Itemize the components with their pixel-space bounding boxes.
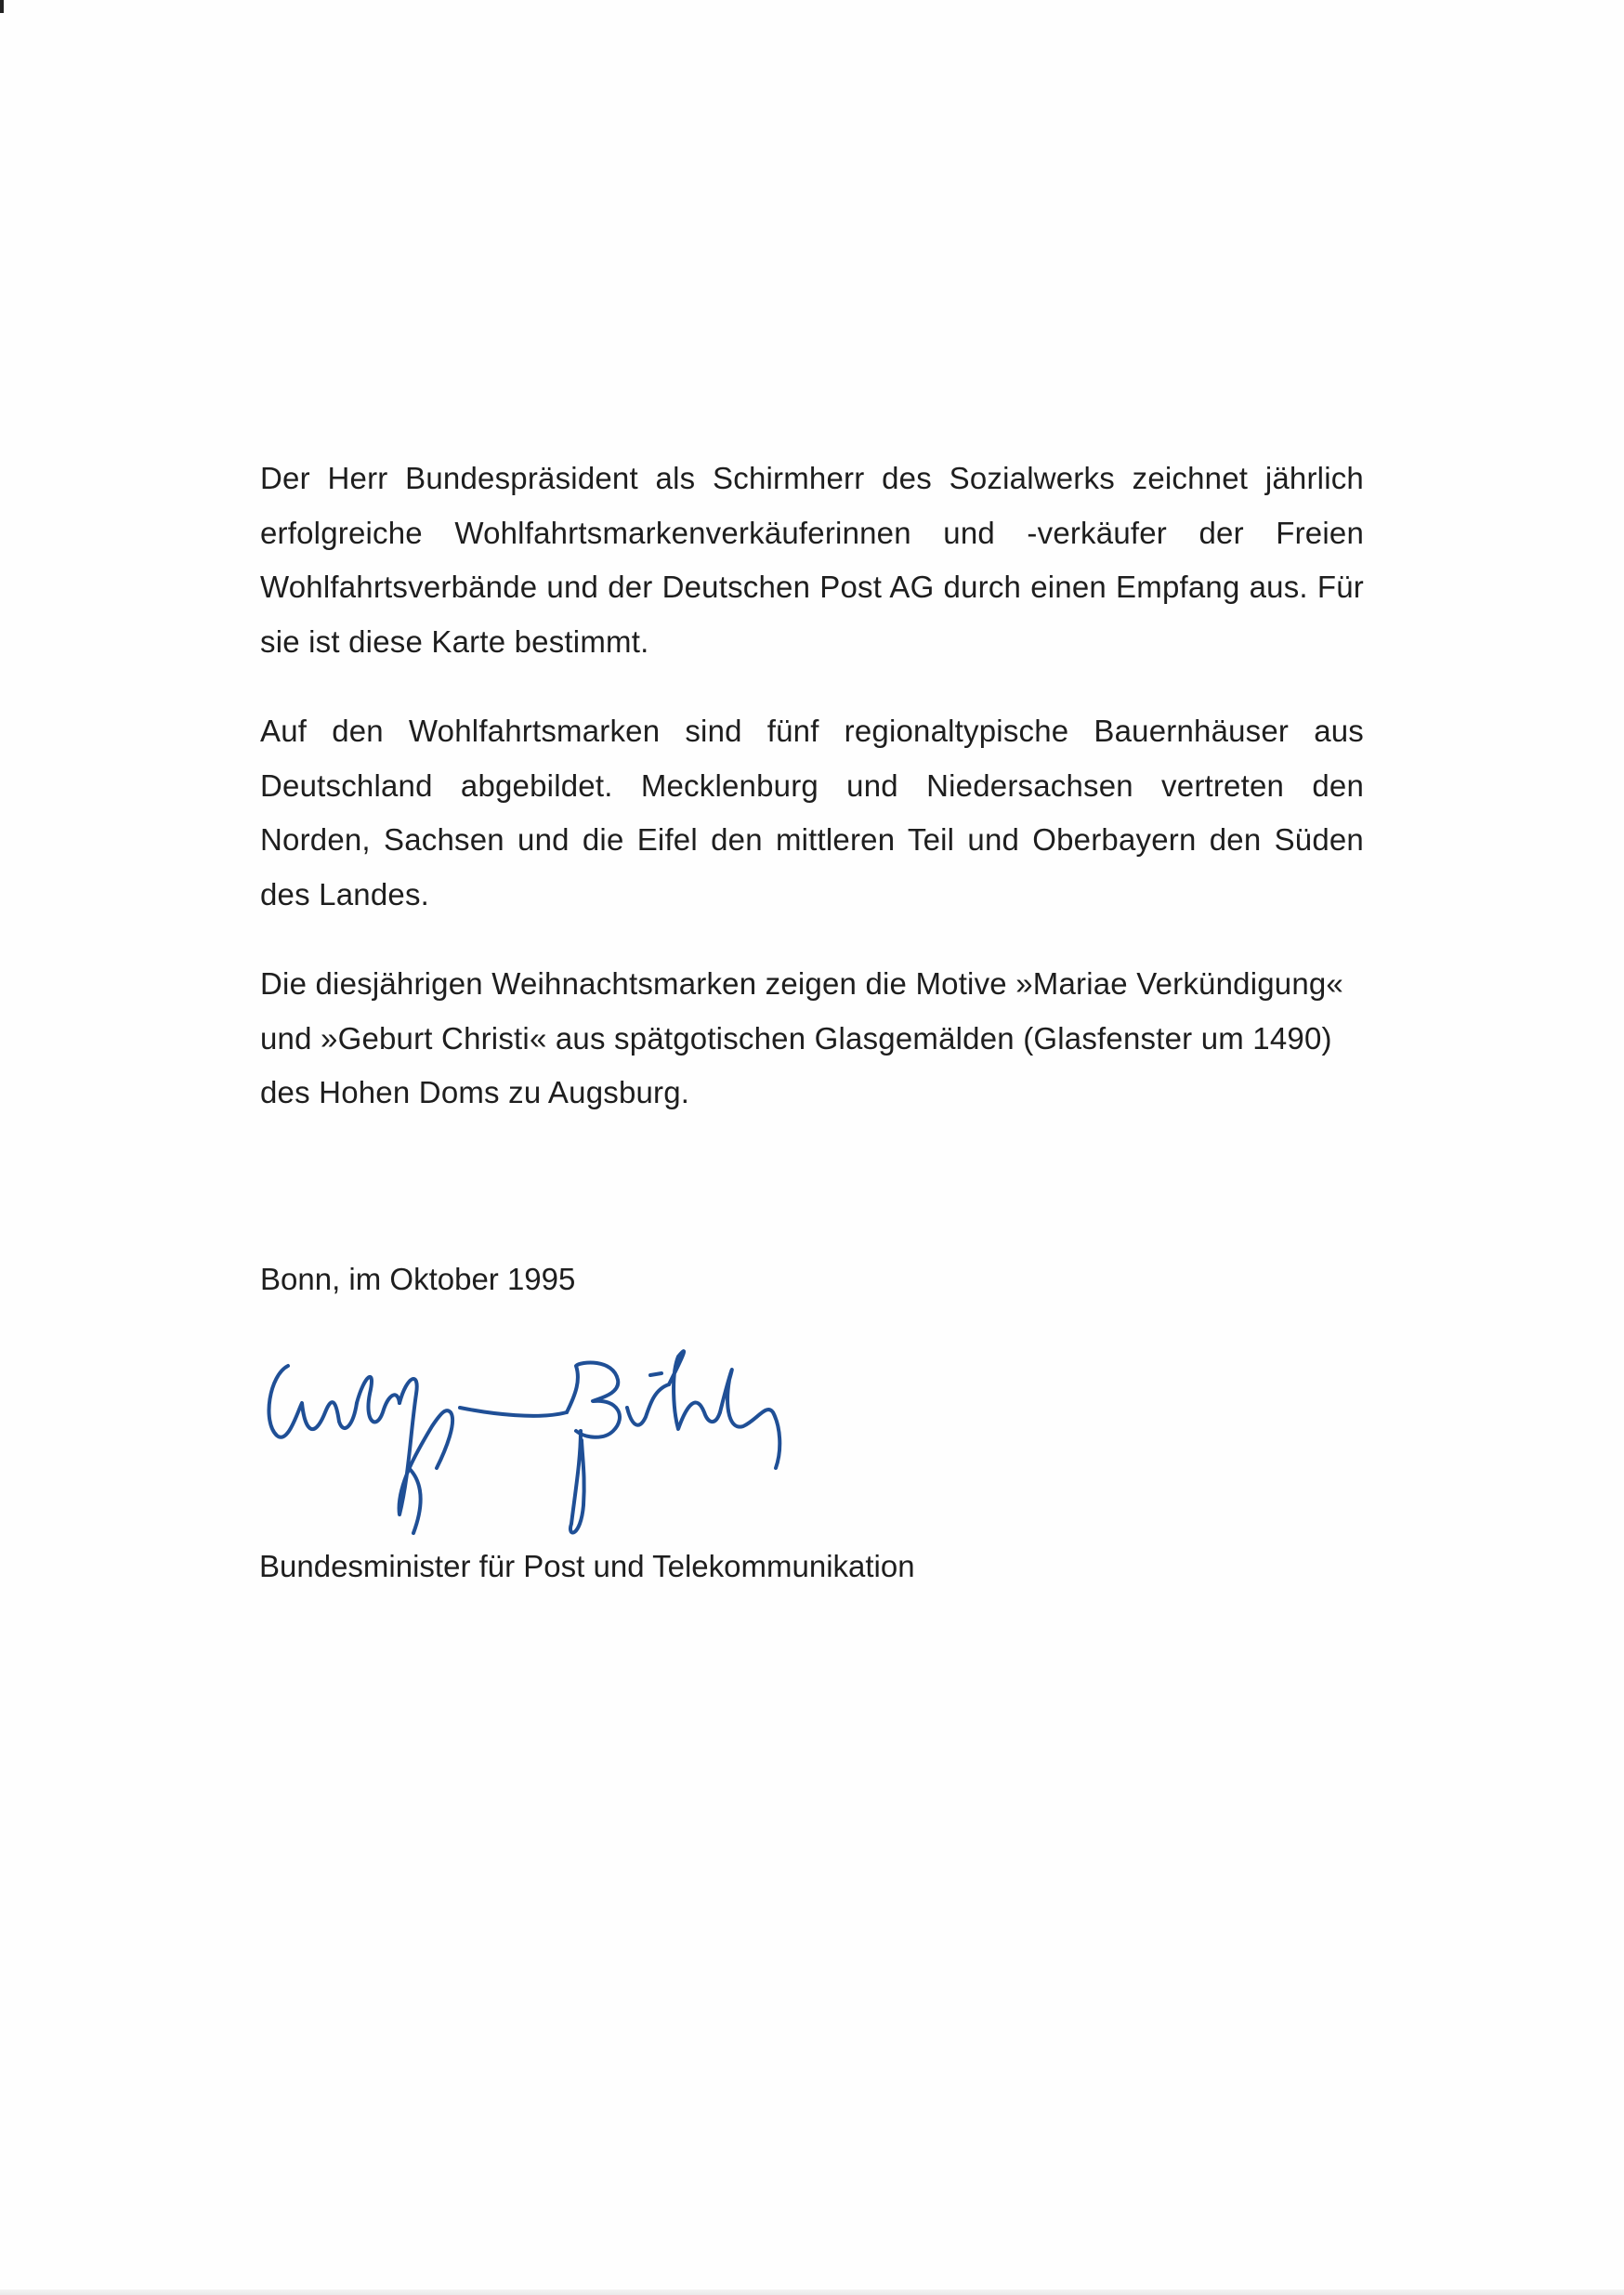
scan-edge [0, 2289, 1624, 2295]
paragraph-christmas-stamps: Die diesjährigen Weihnachtsmarken zeigen die Motive »Mariae Verkündigung« und »Geburt Christi« aus spätgotischen Glasgemälden (Glasfenster um 1490) des Hohen Doms zu Augsburg. [260, 966, 1343, 1109]
signature-drawing [260, 1338, 855, 1542]
scan-mark [0, 0, 4, 13]
signatory-role: Bundesminister für Post und Telekommunikation [259, 1549, 915, 1583]
signature [260, 1338, 855, 1542]
letter-body [260, 452, 1364, 1156]
paragraph-welfare-stamps: Auf den Wohlfahrtsmarken sind fünf regionaltypische Bauernhäuser aus Deutschland abgebildet. Mecklenburg und Niedersachsen vertreten den Norden, Sachsen und die Eifel den mittleren Teil und Oberbayern den Süden des Landes. [260, 714, 1364, 911]
paragraph-reception: Der Herr Bundespräsident als Schirmherr des Sozialwerks zeichnet jährlich erfolgreiche Wohlfahrtsmarkenverkäuferinnen und -verkäufer der Freien Wohlfahrtsverbände und der Deutschen Post AG durch einen Empfang aus. Für sie ist diese Karte bestimmt. [260, 461, 1364, 659]
place-date: Bonn, im Oktober 1995 [260, 1262, 576, 1296]
